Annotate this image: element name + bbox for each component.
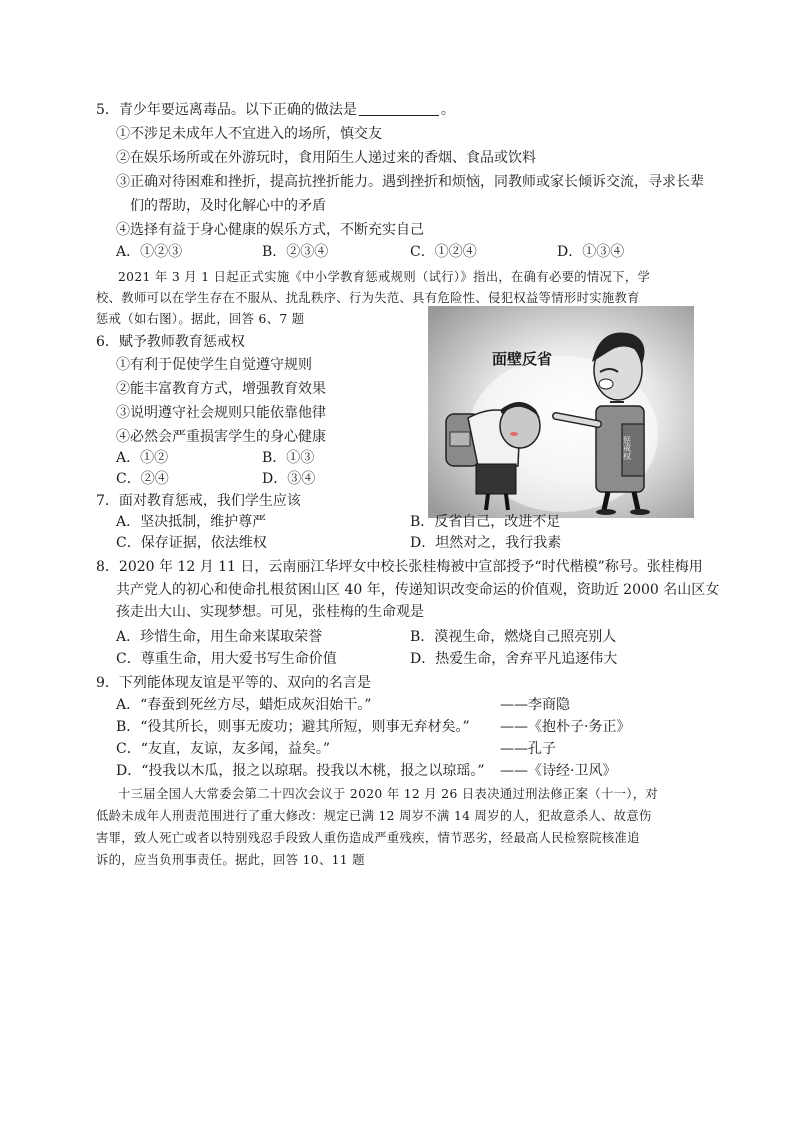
q7-option-d: D．坦然对之，我行我素 (410, 535, 562, 551)
q8-option-b: B．漠视生命，燃烧自己照亮别人 (410, 629, 617, 645)
q5-item-1: ①不涉足未成年人不宜进入的场所，慎交友 (116, 126, 382, 142)
q6-stem: 6．赋予教师教育惩戒权 (96, 334, 245, 350)
material1-line-3: 惩戒（如右图）。据此，回答 6、7 题 (96, 312, 305, 326)
q7-option-a: A．坚决抵制，维护尊严 (116, 514, 267, 530)
q6-option-c: C．②④ (116, 471, 169, 487)
q9-option-b: B．“役其所长，则事无废功；避其所短，则事无弃材矣。” (116, 719, 470, 735)
q5-option-b: B．②③④ (262, 244, 329, 260)
q5-item-2: ②在娱乐场所或在外游玩时，食用陌生人递过来的香烟、食品或饮料 (116, 150, 536, 166)
material2-line-2: 低龄未成年人刑责范围进行了重大修改：规定已满 12 周岁不满 14 周岁的人，犯故意杀人、故意伤 (96, 809, 652, 823)
q5-option-c: C．①②④ (410, 244, 477, 260)
q9-option-a: A．“春蚕到死丝方尽，蜡炬成灰泪始干。” (116, 697, 372, 713)
q5-option-a: A．①②③ (116, 244, 183, 260)
q7-stem: 7．面对教育惩戒，我们学生应该 (96, 493, 301, 509)
figure-badge: 惩戒权 (622, 436, 632, 460)
material1-line-1: 2021 年 3 月 1 日起正式实施《中小学教育惩戒规则（试行）》指出，在确有必要的情况下，学 (118, 270, 651, 284)
q8-line-1: 8．2020 年 12 月 11 日，云南丽江华坪女中校长张桂梅被中宣部授予“时代楷模”称号。张桂梅用 (96, 559, 703, 575)
q6-item-4: ④必然会严重损害学生的身心健康 (116, 429, 326, 445)
q5-item-3: ③正确对待困难和挫折，提高抗挫折能力。遇到挫折和烦恼，同教师或家长倾诉交流，寻求长辈 (116, 174, 704, 190)
cartoon-figure (428, 306, 694, 518)
q7-option-c: C．保存证据，依法维权 (116, 535, 267, 551)
q5-option-d: D．①③④ (557, 244, 625, 260)
q8-line-2: 共产党人的初心和使命扎根贫困山区 40 年，传递知识改变命运的价值观，资助近 2000 名山区女 (116, 582, 720, 598)
answer-blank (359, 101, 439, 116)
q6-item-3: ③说明遵守社会规则只能依靠他律 (116, 405, 326, 421)
q9-option-d: D．“投我以木瓜，报之以琼琚。投我以木桃，报之以琼瑶。” (116, 763, 485, 779)
q8-option-d: D．热爱生命，舍弃平凡追逐伟大 (410, 651, 618, 667)
q9-option-b-source: ——《抱朴子·务正》 (500, 719, 631, 735)
q8-option-a: A．珍惜生命，用生命来谋取荣誉 (116, 629, 323, 645)
material2-line-3: 害罪，致人死亡或者以特别残忍手段致人重伤造成严重残疾，情节恶劣，经最高人民检察院核准追 (96, 831, 640, 845)
q6-option-b: B．①③ (262, 450, 315, 466)
q9-stem: 9．下列能体现友谊是平等的、双向的名言是 (96, 675, 371, 691)
q7-option-b: B．反省自己，改进不足 (410, 514, 561, 530)
material1-line-2: 校、教师可以在学生存在不服从、扰乱秩序、行为失范、具有危险性、侵犯权益等情形时实施教育 (96, 291, 640, 305)
q5-item-3-cont: 们的帮助，及时化解心中的矛盾 (130, 198, 326, 214)
q6-item-2: ②能丰富教育方式，增强教育效果 (116, 381, 326, 397)
q9-option-a-source: ——李商隐 (500, 697, 570, 713)
material2-line-1: 十三届全国人大常委会第二十四次会议于 2020 年 12 月 26 日表决通过刑法修正案（十一），对 (118, 787, 659, 801)
figure-caption: 面壁反省 (492, 350, 553, 368)
q8-option-c: C．尊重生命，用大爱书写生命价值 (116, 651, 337, 667)
q5-item-4: ④选择有益于身心健康的娱乐方式，不断充实自己 (116, 222, 424, 238)
q6-option-d: D．③④ (262, 471, 316, 487)
cartoon-illustration (428, 306, 694, 518)
q9-option-d-source: ——《诗经·卫风》 (500, 763, 617, 779)
q5-stem: 5．青少年要远离毒品。以下正确的做法是 。 (96, 102, 455, 118)
q8-line-3: 孩走出大山、实现梦想。可见，张桂梅的生命观是 (116, 604, 424, 620)
material2-line-4: 诉的，应当负刑事责任。据此，回答 10、11 题 (96, 853, 365, 867)
q9-option-c: C．“友直，友谅，友多闻，益矣。” (116, 741, 331, 757)
q6-option-a: A．①② (116, 450, 169, 466)
q6-item-1: ①有利于促使学生自觉遵守规则 (116, 357, 312, 373)
q9-option-c-source: ——孔子 (500, 741, 556, 757)
